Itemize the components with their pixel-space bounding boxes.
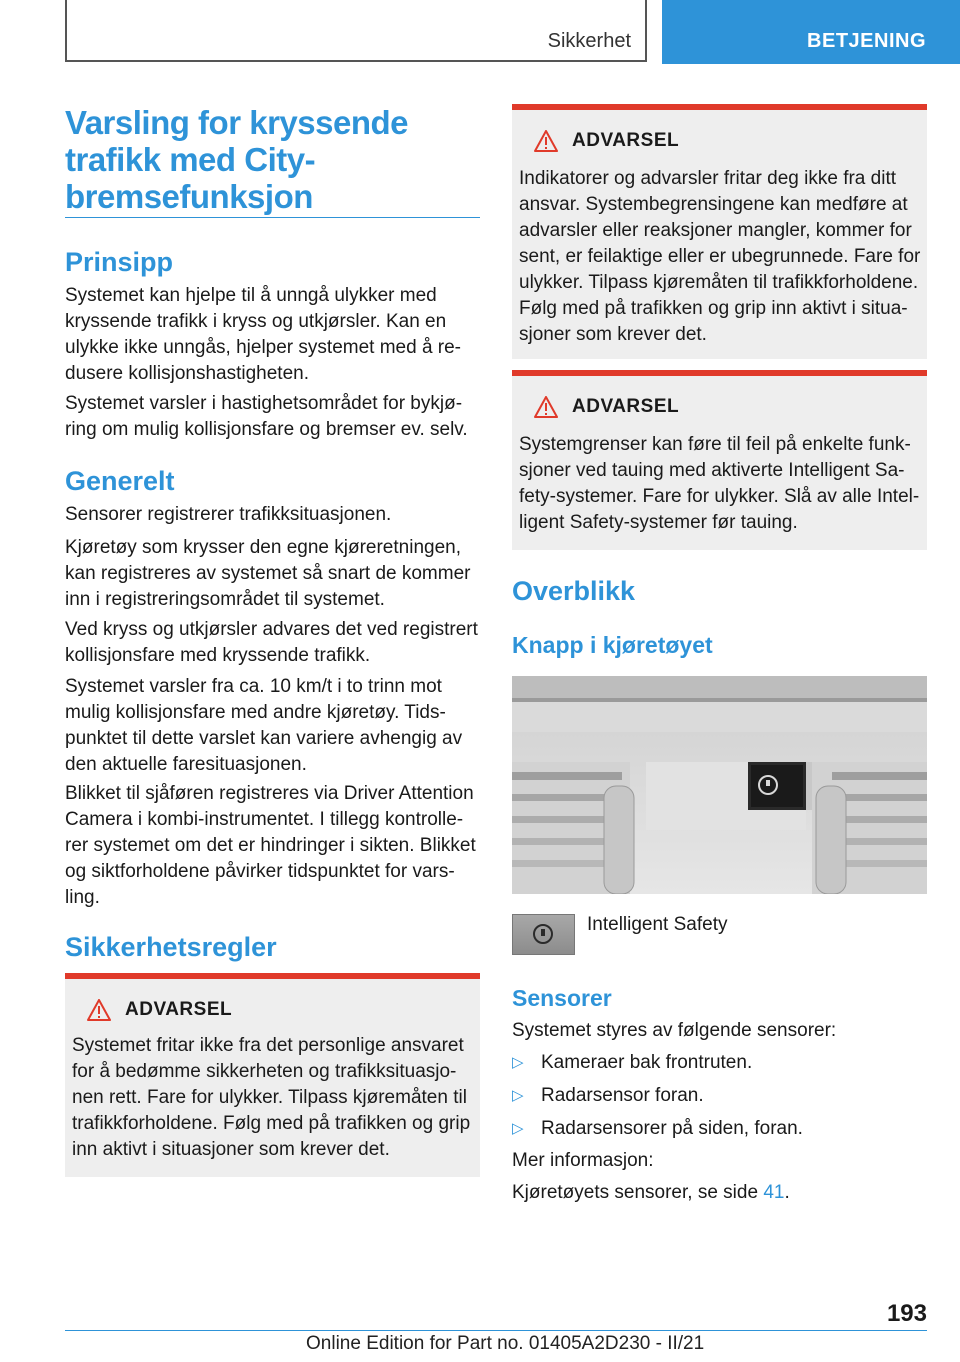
prinsipp-paragraph-2: Systemet varsler i hastighetsområdet for bykjø- ring om mulig kollisjonsfare og bremser ev. selv.	[65, 393, 468, 440]
warning-triangle-icon	[87, 999, 111, 1021]
warning-body: Systemet fritar ikke fra det personlige ansvaret for å bedømme sikkerheten og trafikksituasjo- nen rett. Fare for ulykker. Tilpass kjøremåten til trafikkforholdene. Følg med på trafikken og grip inn aktivt i situasjoner som krever det.	[72, 1035, 471, 1160]
prinsipp-paragraph-1: Systemet kan hjelpe til å unngå ulykker med kryssende trafikk i kryss og utkjørsler. Kan en ulykke ikke unngås, hjelper systemet med å re- dusere kollisjonshastigheten.	[65, 285, 462, 384]
dashboard-button-photo	[512, 676, 927, 894]
warning-body: Indikatorer og advarsler fritar deg ikke fra ditt ansvar. Systembegrensingene kan medføre at advarsler eller reaksjoner mangler, kommer for sent, er feilaktige eller er ubegrunnede. Fare for ulykker. Tilpass kjøremåten til trafikkforholdene. Følg med på trafikken og grip inn aktivt i situa- sjoner som krever det.	[519, 168, 921, 345]
generelt-paragraph-1: Sensorer registrerer trafikksituasjonen.	[65, 504, 392, 525]
page-title: Varsling for kryssende trafikk med City- bremsefunksjon	[65, 104, 408, 215]
footer-edition: Online Edition for Part no. 01405A2D230 - II/21	[306, 1333, 705, 1354]
bullet-triangle-icon: ▷	[512, 1054, 524, 1071]
warning-body: Systemgrenser kan føre til feil på enkelte funk- sjoner ved tauing med aktiverte Intelligent Sa- fety-systemer. Fare for ulykker. Slå av alle Intel- ligent Safety-systemer før tauing.	[519, 434, 920, 533]
warning-box-indicators	[512, 104, 927, 359]
page-number: 193	[886, 1300, 927, 1327]
heading-prinsipp: Prinsipp	[65, 247, 174, 277]
bullet-triangle-icon: ▷	[512, 1087, 524, 1104]
title-divider	[65, 217, 480, 218]
warning-triangle-icon	[534, 396, 558, 418]
sensorer-intro: Systemet styres av følgende sensorer:	[512, 1020, 837, 1041]
heading-sensorer: Sensorer	[512, 985, 612, 1011]
generelt-paragraph-2: Kjøretøy som krysser den egne kjøreretningen, kan registreres av systemet så snart de kommer inn i registreringsområdet til systemet.	[65, 537, 471, 610]
header-section-box	[65, 0, 647, 62]
intelligent-safety-button-icon	[512, 914, 575, 955]
header-chapter-tab	[662, 0, 960, 64]
dashboard-vents-illustration	[512, 676, 927, 894]
more-info-label: Mer informasjon:	[512, 1150, 654, 1171]
warning-triangle-icon	[534, 130, 558, 152]
heading-sikkerhetsregler: Sikkerhetsregler	[65, 932, 277, 962]
generelt-paragraph-5: Blikket til sjåføren registreres via Driver Attention Camera i kombi-instrumentet. I tillegg kontrolle- rer systemet om det er hindringer i sikten. Blikket og siktforholdene påvirker tidspunktet for vars- ling.	[65, 783, 476, 908]
header-chapter-label: BETJENING	[807, 30, 926, 52]
header-section-label: Sikkerhet	[547, 30, 631, 52]
footer-divider	[65, 1330, 927, 1331]
button-caption: Intelligent Safety	[587, 914, 728, 935]
page-link-41[interactable]: 41	[763, 1182, 785, 1203]
heading-knapp: Knapp i kjøretøyet	[512, 632, 713, 658]
heading-overblikk: Overblikk	[512, 576, 636, 606]
sensor-reference: Kjøretøyets sensorer, se side 41.	[512, 1182, 790, 1203]
heading-generelt: Generelt	[65, 466, 175, 496]
warning-header: ADVARSEL	[534, 396, 679, 418]
generelt-paragraph-4: Systemet varsler fra ca. 10 km/t i to trinn mot mulig kollisjonsfare med andre kjøretøy. Tids- punktet til dette varslet kan variere avhengig av den aktuelle faresituasjonen.	[65, 676, 463, 775]
warning-header: ADVARSEL	[87, 999, 232, 1021]
bullet-triangle-icon: ▷	[512, 1120, 524, 1137]
warning-box-towing	[512, 370, 927, 550]
warning-box-safety	[65, 973, 480, 1177]
generelt-paragraph-3: Ved kryss og utkjørsler advares det ved registrert kollisjonsfare med kryssende trafikk.	[65, 619, 478, 666]
warning-header: ADVARSEL	[534, 130, 679, 152]
